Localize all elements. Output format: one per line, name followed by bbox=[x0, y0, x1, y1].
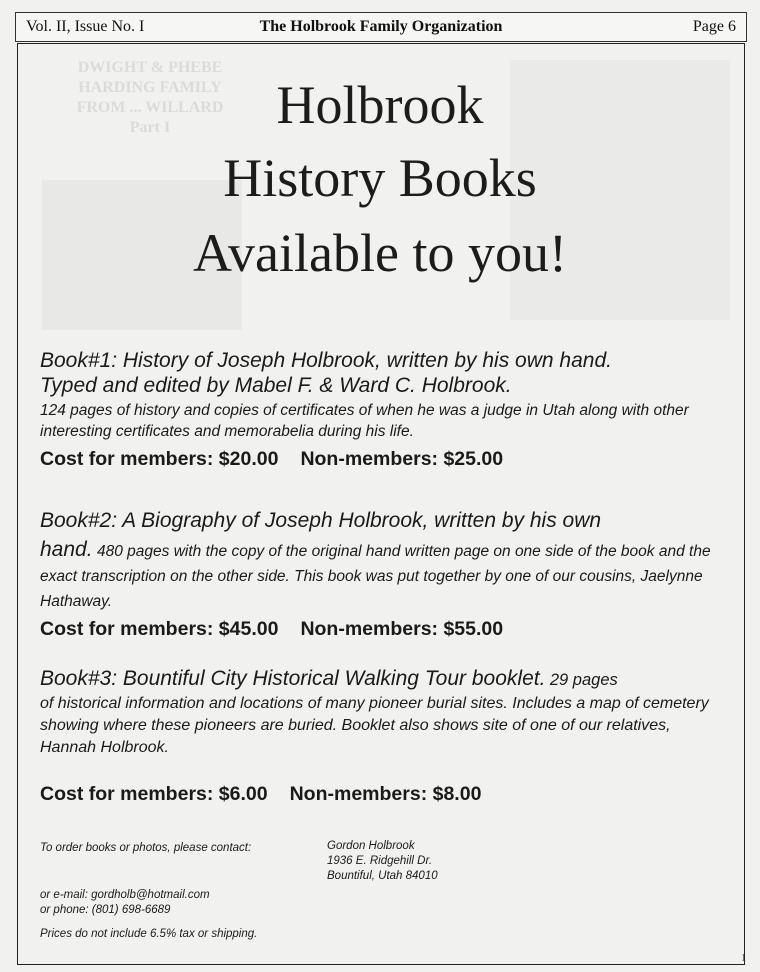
page-header bbox=[15, 12, 747, 42]
book-1 bbox=[40, 348, 730, 472]
nonmember-price: Non-members: $8.00 bbox=[289, 783, 482, 805]
contact-phone: or phone: (801) 698-6689 bbox=[40, 904, 171, 916]
contact-city: Bountiful, Utah 84010 bbox=[327, 870, 438, 882]
book-2-prices bbox=[40, 616, 730, 642]
book-2-title: Book#2: A Biography of Joseph Holbrook, written by his own bbox=[40, 509, 602, 532]
contact-street: 1936 E. Ridgehill Dr. bbox=[327, 855, 433, 867]
book-1-title: Book#1: History of Joseph Holbrook, written by his own hand. bbox=[40, 349, 612, 372]
book-2-body bbox=[40, 537, 730, 614]
book-1-description: 124 pages of history and copies of certificates of when he was a judge in Utah along with other interesting certificates and memorabelia during his life. bbox=[40, 402, 689, 440]
bleed-through-text: DWIGHT & PHEBE HARDING FAMILY FROM ... WILLARD Part I bbox=[76, 59, 224, 136]
contact-name: Gordon Holbrook bbox=[327, 840, 415, 852]
contact-address bbox=[327, 839, 438, 884]
book-3 bbox=[40, 666, 730, 807]
book-3-description: of historical information and locations of many pioneer burial sites. Includes a map of cemetery showing where these pioneers are buried. Booklet also shows site of one of our relatives, Hannah Holbrook. bbox=[40, 695, 709, 756]
member-price: Cost for members: $45.00 bbox=[40, 618, 279, 640]
book-1-prices bbox=[40, 446, 730, 472]
book-3-page-count: 29 pages bbox=[549, 671, 618, 689]
contact-methods bbox=[40, 888, 210, 918]
contact-email: or e-mail: gordholb@hotmail.com bbox=[40, 889, 210, 901]
member-price: Cost for members: $6.00 bbox=[40, 783, 268, 805]
organization-name: The Holbrook Family Organization bbox=[259, 18, 503, 35]
page-label: Page 6 bbox=[692, 18, 736, 35]
nonmember-price: Non-members: $25.00 bbox=[300, 448, 504, 470]
book-2 bbox=[40, 508, 730, 642]
issue-label: Vol. II, Issue No. I bbox=[26, 18, 145, 35]
page-title-line-1: Holbrook bbox=[276, 75, 484, 135]
page-number: 1 bbox=[741, 953, 746, 964]
page-title-line-2: History Books bbox=[223, 148, 537, 208]
nonmember-price: Non-members: $55.00 bbox=[300, 618, 504, 640]
book-1-subtitle: Typed and edited by Mabel F. & Ward C. Holbrook. bbox=[40, 374, 512, 397]
book-2-description: 480 pages with the copy of the original hand written page on one side of the book and the exact transcription on the other side. This book was put together by one of our cousins, Jaelynne Hathaway. bbox=[40, 543, 711, 610]
book-3-title: Book#3: Bountiful City Historical Walking Tour booklet. bbox=[40, 667, 546, 690]
page-title-line-3: Available to you! bbox=[193, 223, 567, 283]
price-note: Prices do not include 6.5% tax or shipping. bbox=[40, 928, 258, 940]
book-2-title-end: hand. bbox=[40, 538, 93, 561]
member-price: Cost for members: $20.00 bbox=[40, 448, 279, 470]
book-3-prices bbox=[40, 781, 730, 807]
order-prompt: To order books or photos, please contact: bbox=[40, 842, 252, 854]
book-3-heading bbox=[40, 666, 730, 693]
